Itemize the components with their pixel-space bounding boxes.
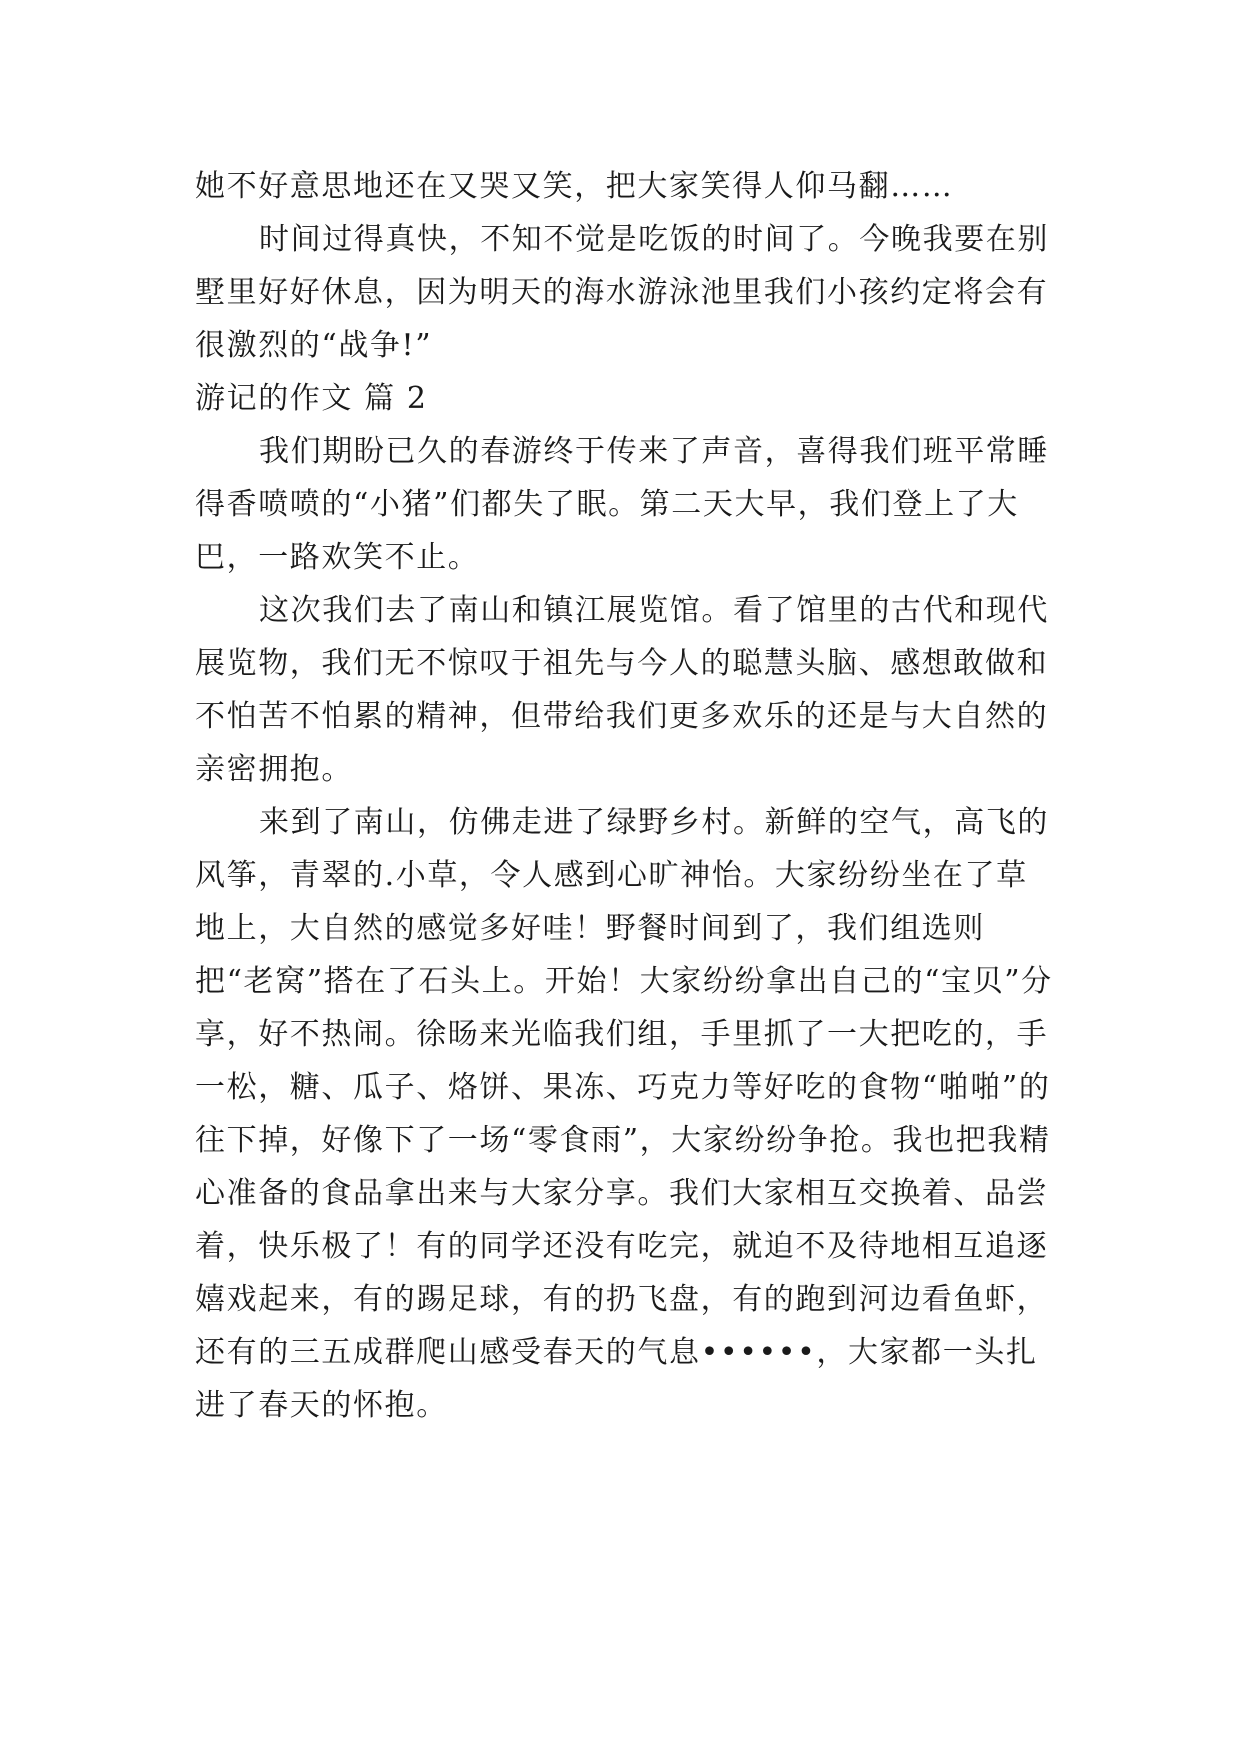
document-body: [195, 160, 1055, 1432]
paragraph-nanshan: 来到了南山，仿佛走进了绿野乡村。新鲜的空气，高飞的风筝，青翠的.小草，令人感到心旷神怡。大家纷纷坐在了草地上，大自然的感觉多好哇！野餐时间到了，我们组选则把“老窝”搭在了石头上。开始！大家纷纷拿出自己的“宝贝”分享，好不热闹。徐旸来光临我们组，手里抓了一大把吃的，手一松，糖、瓜子、烙饼、果冻、巧克力等好吃的食物“啪啪”的往下掉，好像下了一场“零食雨”，大家纷纷争抢。我也把我精心准备的食品拿出来与大家分享。我们大家相互交换着、品尝着，快乐极了！有的同学还没有吃完，就迫不及待地相互追逐嬉戏起来，有的踢足球，有的扔飞盘，有的跑到河边看鱼虾，还有的三五成群爬山感受春天的气息••••••，大家都一头扎进了春天的怀抱。: [195, 805, 1053, 1423]
section-heading: 游记的作文 篇 2: [195, 381, 428, 416]
paragraph-spring-trip: 我们期盼已久的春游终于传来了声音，喜得我们班平常睡得香喷喷的“小猪”们都失了眠。第二天大早，我们登上了大巴，一路欢笑不止。: [195, 434, 1049, 575]
paragraph-exhibition: 这次我们去了南山和镇江展览馆。看了馆里的古代和现代展览物，我们无不惊叹于祖先与今人的聪慧头脑、感想敢做和不怕苦不怕累的精神，但带给我们更多欢乐的还是与大自然的亲密拥抱。: [195, 593, 1049, 787]
paragraph-continuation: 她不好意思地还在又哭又笑，把大家笑得人仰马翻……: [195, 169, 954, 204]
paragraph-dinner-time: 时间过得真快，不知不觉是吃饭的时间了。今晚我要在别墅里好好休息，因为明天的海水游泳池里我们小孩约定将会有很激烈的“战争!”: [195, 222, 1049, 363]
